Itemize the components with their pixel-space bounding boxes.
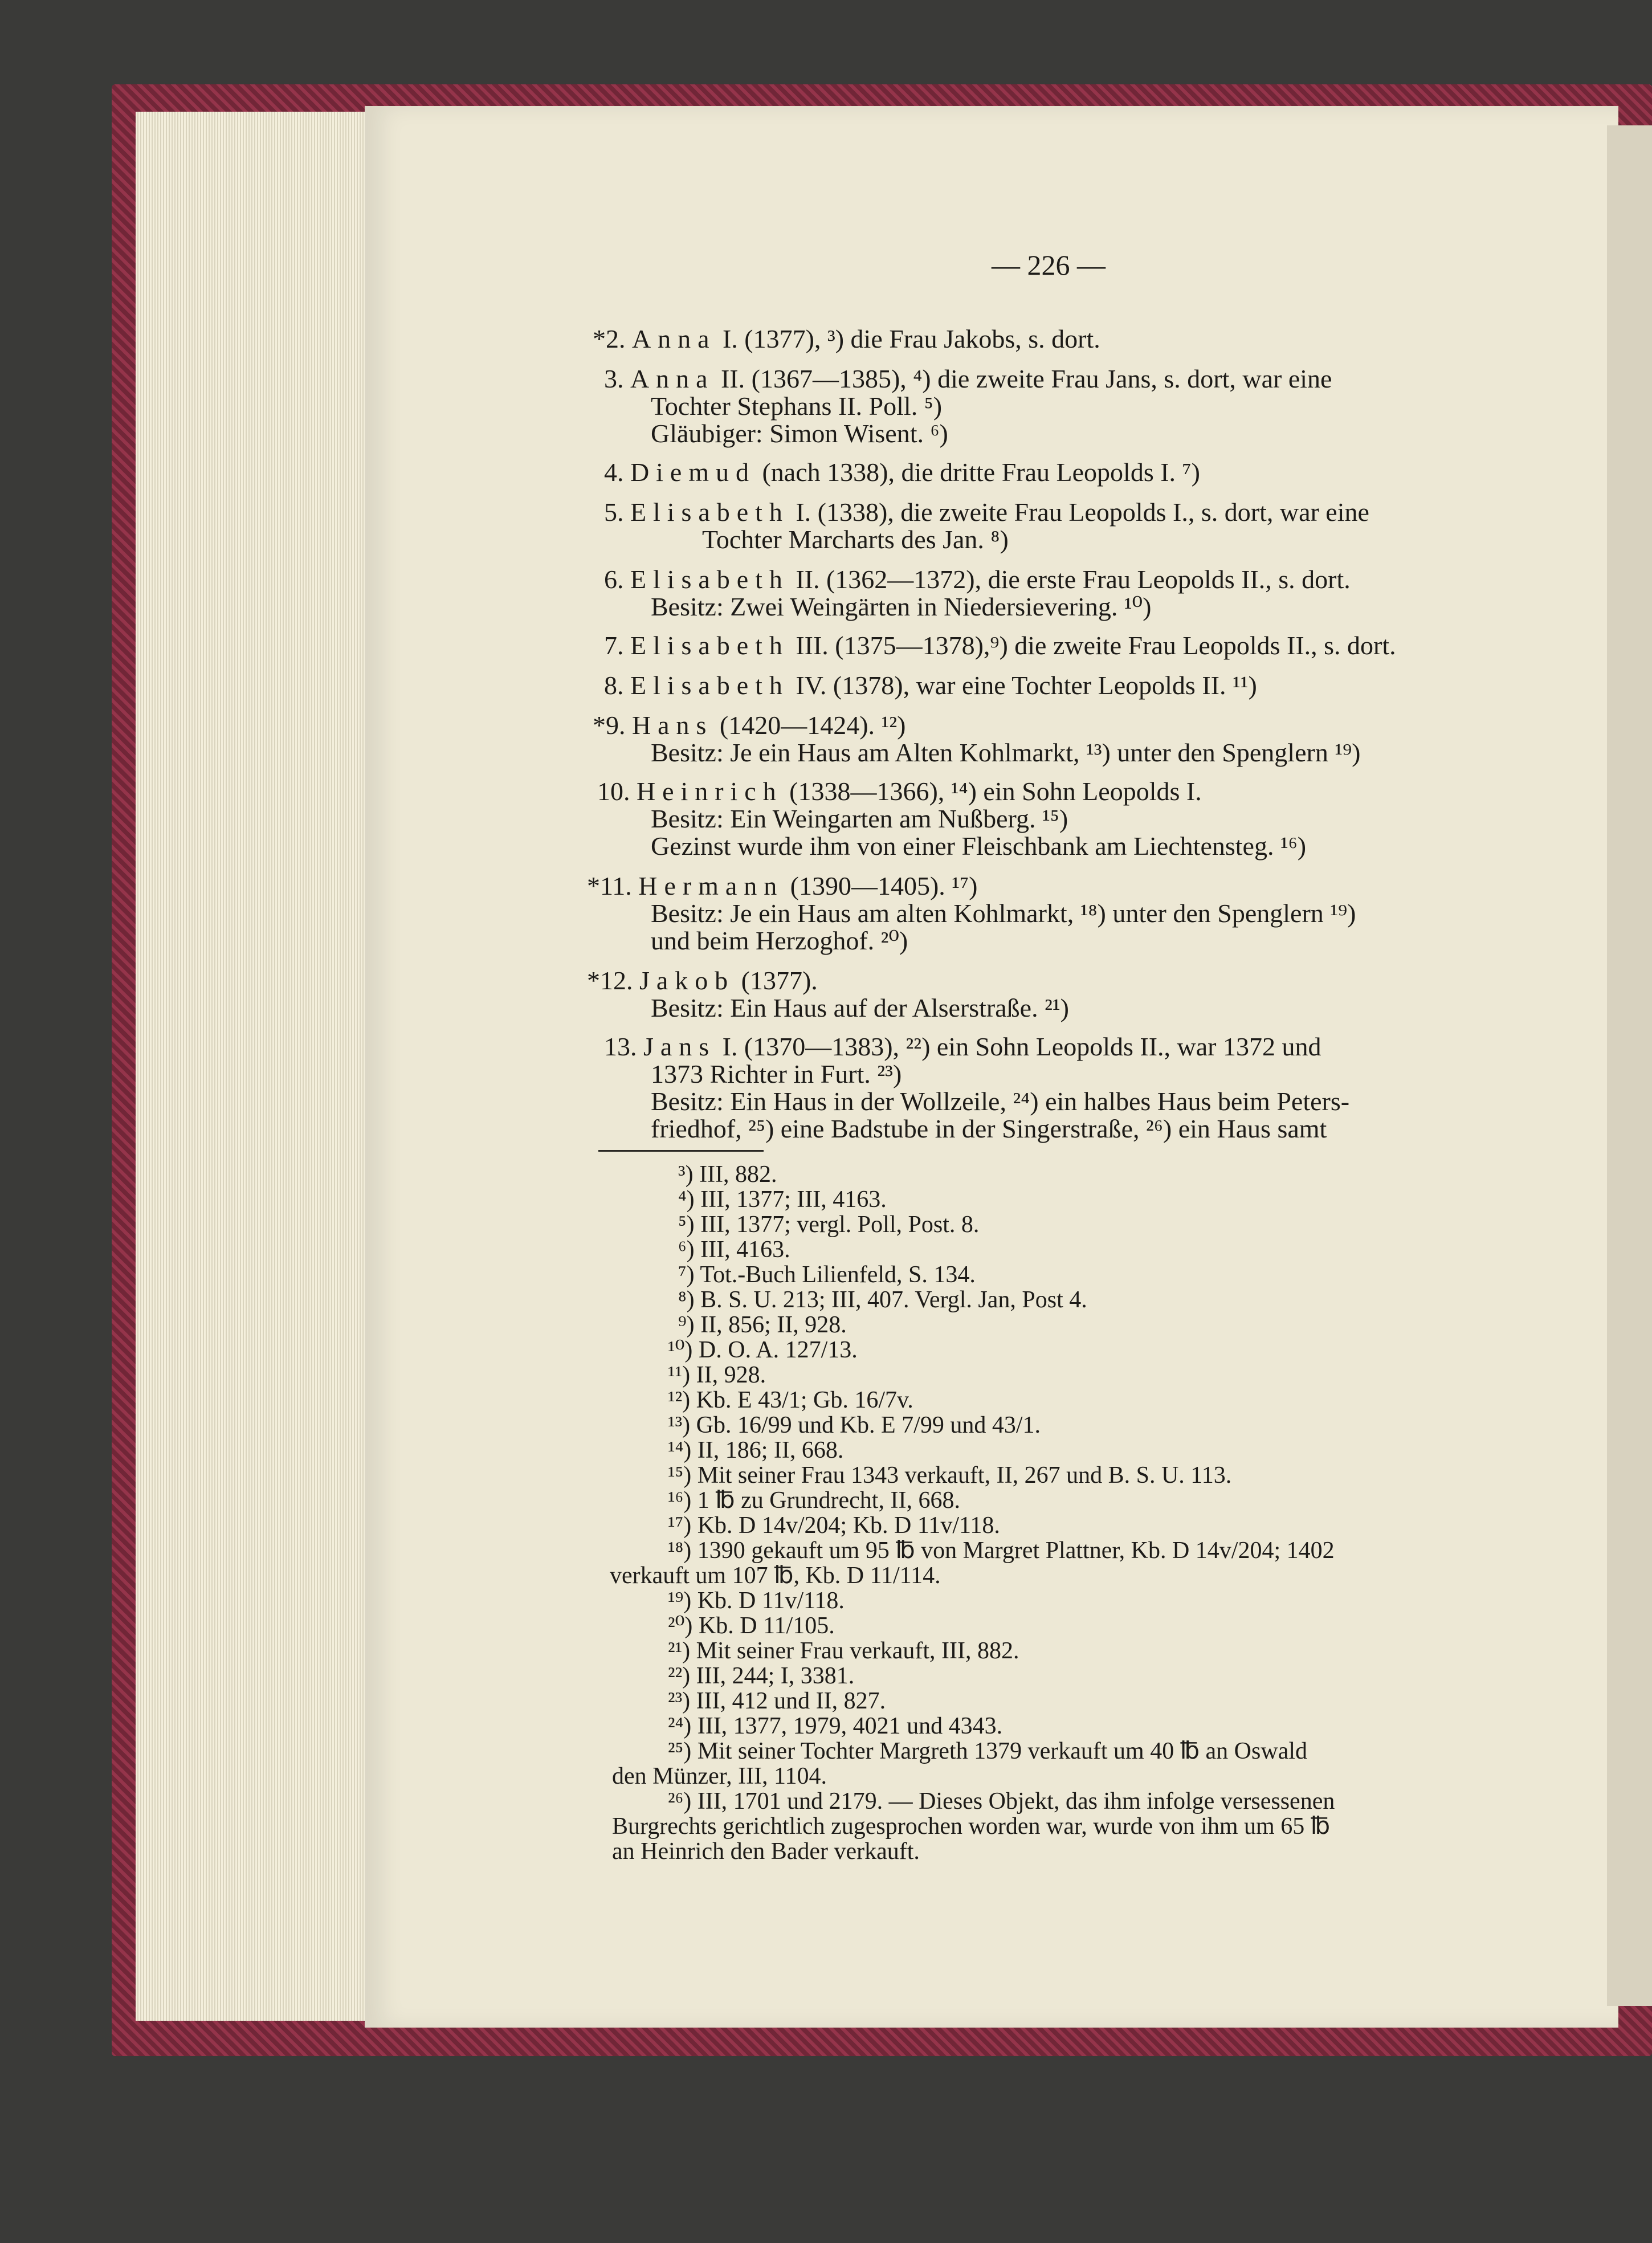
footnote-22: ²²) III, 244; I, 3381. (668, 1663, 855, 1689)
footnote-5: ⁵) III, 1377; vergl. Poll, Post. 8. (678, 1212, 980, 1238)
footnote-9: ⁹) II, 856; II, 928. (678, 1312, 847, 1338)
entry-9: *9. Hans (1420—1424). ¹²) (593, 711, 906, 740)
page-number: — 226 — (992, 249, 1106, 281)
entry-13-line-2: 1373 Richter in Furt. ²³) (651, 1059, 902, 1088)
entry-11-line-2: Besitz: Je ein Haus am alten Kohlmarkt, ¹⁸) unter den Spenglern ¹⁹) (651, 899, 1356, 928)
entry-2: *2. Anna I. (1377), ³) die Frau Jakobs, s. dort. (593, 324, 1100, 353)
entry-5: 5. Elisabeth I. (1338), die zweite Frau Leopolds I., s. dort, war eine (604, 497, 1369, 527)
entry-9-line-2: Besitz: Je ein Haus am Alten Kohlmarkt, ¹³) unter den Spenglern ¹⁹) (651, 738, 1361, 767)
footnote-25-cont: den Münzer, III, 1104. (612, 1763, 827, 1789)
footnote-10: ¹⁰) D. O. A. 127/13. (668, 1337, 858, 1363)
footnote-6: ⁶) III, 4163. (678, 1237, 790, 1263)
footnote-23: ²³) III, 412 und II, 827. (668, 1688, 886, 1714)
footnote-12: ¹²) Kb. E 43/1; Gb. 16/7v. (668, 1387, 913, 1413)
entry-11-line-3: und beim Herzoghof. ²⁰) (651, 926, 908, 955)
entry-6-line-2: Besitz: Zwei Weingärten in Niedersievering. ¹⁰) (651, 592, 1152, 621)
entry-11: *11. Hermann (1390—1405). ¹⁷) (587, 871, 978, 900)
entry-8: 8. Elisabeth IV. (1378), war eine Tochter Leopolds II. ¹¹) (604, 671, 1257, 700)
entry-10-line-3: Gezinst wurde ihm von einer Fleischbank am Liechtensteg. ¹⁶) (651, 831, 1307, 861)
footnote-19: ¹⁹) Kb. D 11v/118. (668, 1588, 845, 1614)
entry-3: 3. Anna II. (1367—1385), ⁴) die zweite Frau Jans, s. dort, war eine (604, 364, 1332, 393)
entry-12: *12. Jakob (1377). (587, 966, 818, 995)
entry-3-line-3: Gläubiger: Simon Wisent. ⁶) (651, 419, 948, 448)
entry-3-line-2: Tochter Stephans II. Poll. ⁵) (651, 391, 943, 421)
entry-5-line-2: Tochter Marcharts des Jan. ⁸) (702, 525, 1009, 554)
footnote-11: ¹¹) II, 928. (668, 1362, 766, 1388)
footnote-18: ¹⁸) 1390 gekauft um 95 ℔ von Margret Plattner, Kb. D 14v/204; 1402 (668, 1538, 1335, 1564)
footnote-8: ⁸) B. S. U. 213; III, 407. Vergl. Jan, Post 4. (678, 1287, 1087, 1313)
footnote-14: ¹⁴) II, 186; II, 668. (668, 1437, 844, 1463)
footnote-25: ²⁵) Mit seiner Tochter Margreth 1379 verkauft um 40 ℔ an Oswald (668, 1738, 1308, 1764)
entry-10-line-2: Besitz: Ein Weingarten am Nußberg. ¹⁵) (651, 804, 1068, 833)
footnote-26-cont-1: Burgrechts gerichtlich zugesprochen worden war, wurde von ihm um 65 ℔ (612, 1813, 1331, 1840)
entry-10: 10. Heinrich (1338—1366), ¹⁴) ein Sohn Leopolds I. (597, 777, 1202, 806)
entry-12-line-2: Besitz: Ein Haus auf der Alserstraße. ²¹) (651, 993, 1069, 1022)
entry-13: 13. Jans I. (1370—1383), ²²) ein Sohn Leopolds II., war 1372 und (604, 1032, 1321, 1061)
entry-4: 4. Diemud (nach 1338), die dritte Frau Leopolds I. ⁷) (604, 458, 1200, 487)
footnote-16: ¹⁶) 1 ℔ zu Grundrecht, II, 668. (668, 1487, 960, 1514)
entry-7: 7. Elisabeth III. (1375—1378),⁹) die zweite Frau Leopolds II., s. dort. (604, 631, 1396, 660)
footnote-7: ⁷) Tot.-Buch Lilienfeld, S. 134. (678, 1262, 976, 1288)
footnote-4: ⁴) III, 1377; III, 4163. (678, 1186, 887, 1213)
footnote-15: ¹⁵) Mit seiner Frau 1343 verkauft, II, 267 und B. S. U. 113. (668, 1462, 1232, 1488)
footnote-rule (598, 1150, 764, 1152)
entry-13-line-3: Besitz: Ein Haus in der Wollzeile, ²⁴) ein halbes Haus beim Peters- (651, 1087, 1350, 1116)
footnote-13: ¹³) Gb. 16/99 und Kb. E 7/99 und 43/1. (668, 1412, 1041, 1438)
footnote-17: ¹⁷) Kb. D 14v/204; Kb. D 11v/118. (668, 1512, 1000, 1539)
footnote-26: ²⁶) III, 1701 und 2179. — Dieses Objekt, das ihm infolge versessenen (668, 1788, 1335, 1814)
footnote-26-cont-2: an Heinrich den Bader verkauft. (612, 1838, 920, 1865)
footnote-21: ²¹) Mit seiner Frau verkauft, III, 882. (668, 1638, 1019, 1664)
footnote-3: ³) III, 882. (678, 1161, 777, 1188)
footnote-20: ²⁰) Kb. D 11/105. (668, 1613, 835, 1639)
footnote-24: ²⁴) III, 1377, 1979, 4021 und 4343. (668, 1713, 1003, 1739)
entry-6: 6. Elisabeth II. (1362—1372), die erste Frau Leopolds II., s. dort. (604, 565, 1351, 594)
entry-13-line-4: friedhof, ²⁵) eine Badstube in der Singerstraße, ²⁶) ein Haus samt (651, 1114, 1327, 1143)
footnote-18-cont: verkauft um 107 ℔, Kb. D 11/114. (610, 1563, 941, 1589)
